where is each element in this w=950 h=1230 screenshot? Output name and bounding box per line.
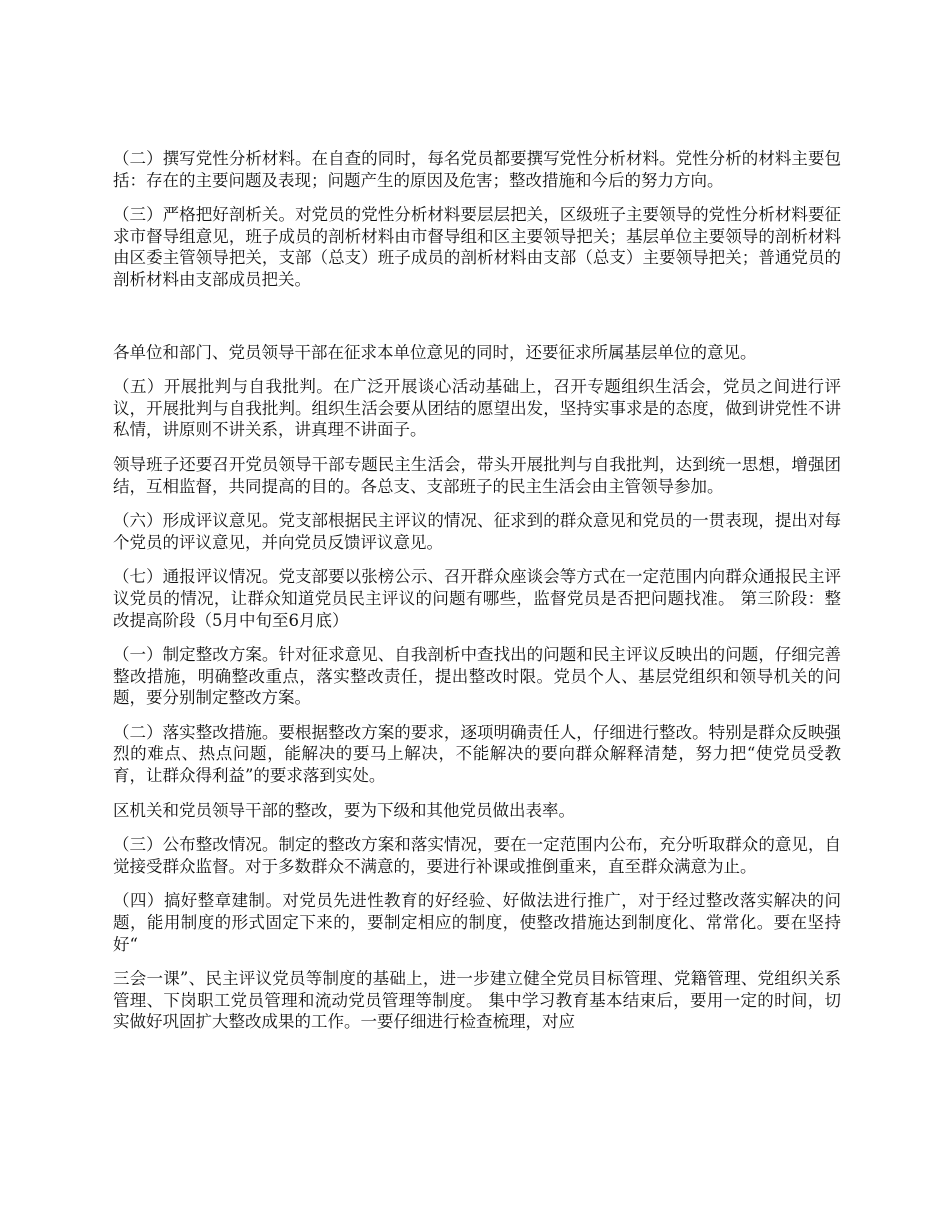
paragraph-three-meetings: 三会一课”、民主评议党员等制度的基础上，进一步建立健全党员目标管理、党籍管理、党组织关系管理、下岗职工党员管理和流动党员管理等制度。 集中学习教育基本结束后，要用一定的时间，切实做好巩固扩大整改成果的工作。一要仔细进行检查梳理，对应 [113, 969, 841, 1032]
paragraph-publish-rectification: （三）公布整改情况。制定的整改方案和落实情况，要在一定范围内公布，充分听取群众的意见，自觉接受群众监督。对于多数群众不满意的，要进行补课或推倒重来，直至群众满意为止。 [113, 835, 841, 876]
paragraph-strict-review: （三）严格把好剖析关。对党员的党性分析材料要层层把关，区级班子主要领导的党性分析材料要征求市督导组意见，班子成员的剖析材料由市督导组和区主要领导把关；基层单位主要领导的剖析材料由区委主管领导把关，支部（总支）班子成员的剖析材料由支部（总支）主要领导把关；普通党员的剖析材料由支部成员把关。 [113, 205, 841, 289]
paragraph-implement-measures: （二）落实整改措施。要根据整改方案的要求，逐项明确责任人，仔细进行整改。特别是群众反映强烈的难点、热点问题，能解决的要马上解决，不能解决的要向群众解释清楚，努力把“使党员受教育，让群众得利益”的要求落到实处。 [113, 722, 841, 786]
paragraph-units-opinions: 各单位和部门、党员领导干部在征求本单位意见的同时，还要征求所属基层单位的意见。 [113, 342, 757, 362]
paragraph-evaluation-opinions: （六）形成评议意见。党支部根据民主评议的情况、征求到的群众意见和党员的一贯表现，提出对每个党员的评议意见，并向党员反馈评议意见。 [113, 511, 841, 552]
paragraph-report-evaluation: （七）通报评议情况。党支部要以张榜公示、召开群众座谈会等方式在一定范围内向群众通报民主评议党员的情况，让群众知道党员民主评议的问题有哪些，监督党员是否把问题找准。 第三阶段：整改提高阶段（5月中旬至6月底） [113, 567, 841, 630]
paragraph-gap [113, 304, 841, 342]
paragraph-leadership-meeting: 领导班子还要召开党员领导干部专题民主生活会，带头开展批判与自我批判，达到统一思想，增强团结，互相监督，共同提高的目的。各总支、支部班子的民主生活会由主管领导参加。 [113, 454, 841, 496]
document-body [113, 148, 841, 1046]
paragraph-write-analysis: （二）撰写党性分析材料。在自查的同时，每名党员都要撰写党性分析材料。党性分析的材料主要包括：存在的主要问题及表现；问题产生的原因及危害；整改措施和今后的努力方向。 [113, 149, 841, 190]
paragraph-leading-example: 区机关和党员领导干部的整改，要为下级和其他党员做出表率。 [113, 800, 575, 820]
paragraph-criticism: （五）开展批判与自我批判。在广泛开展谈心活动基础上，召开专题组织生活会，党员之间进行评议，开展批判与自我批判。组织生活会要从团结的愿望出发，坚持实事求是的态度，做到讲党性不讲私情，讲原则不讲关系，讲真理不讲面子。 [113, 377, 841, 440]
paragraph-institution-building: （四）搞好整章建制。对党员先进性教育的好经验、好做法进行推广，对于经过整改落实解决的问题，能用制度的形式固定下来的，要制定相应的制度，使整改措施达到制度化、常常化。要在坚持好“ [113, 891, 841, 954]
paragraph-rectification-plan: （一）制定整改方案。针对征求意见、自我剖析中查找出的问题和民主评议反映出的问题，仔细完善整改措施，明确整改重点，落实整改责任，提出整改时限。党员个人、基层党组织和领导机关的问题，要分别制定整改方案。 [113, 645, 841, 708]
